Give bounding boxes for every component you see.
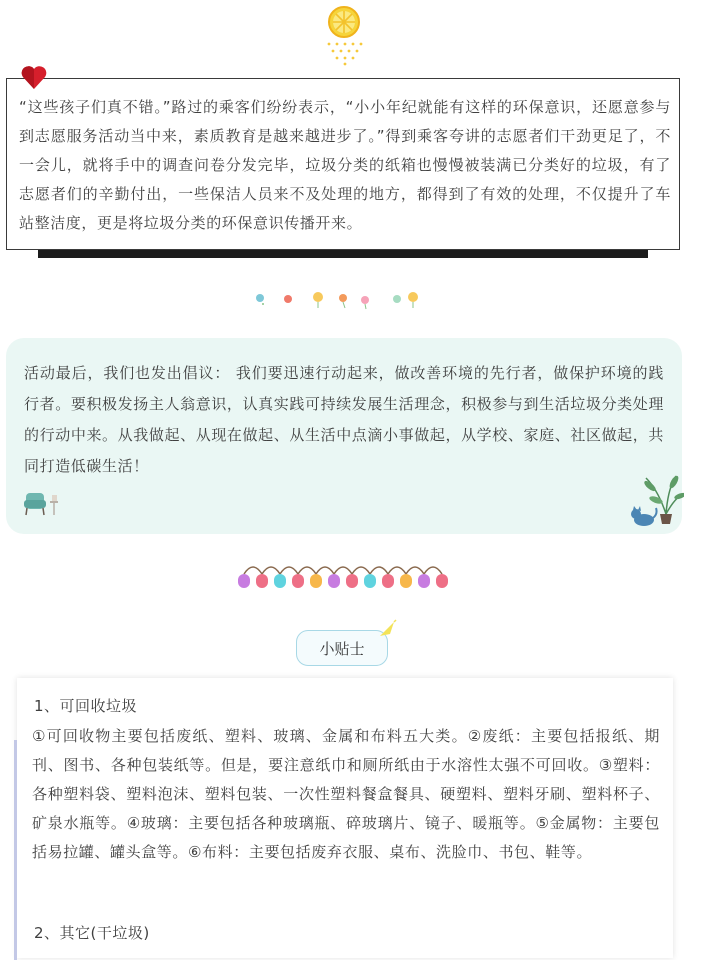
section-recyclable-text: ①可回收物主要包括废纸、塑料、玻璃、金属和布料五大类。②废纸：主要包括报纸、期刊、图书、各种包装纸等。但是，要注意纸巾和厕所纸由于水溶性太强不可回收。③塑料：各种塑料袋、塑料泡沫、塑料包装、一次性塑料餐盒餐具、硬塑料、塑料牙刷、塑料杯子、矿泉水瓶等。④玻璃：主要包括各种玻璃瓶、碎玻璃片、镜子、暖瓶等。⑤金属物：主要包括易拉罐、罐头盒等。⑥布料：主要包括废弃衣服、桌布、洗脸巾、书包、鞋等。: [32, 727, 660, 861]
lemon-icon: [321, 4, 367, 66]
tips-panel-accent-bar: [14, 740, 17, 960]
initiative-paragraph: 活动最后，我们也发出倡议： 我们要迅速行动起来，做改善环境的先行者，做保护环境的践行者。要积极发扬主人翁意识，认真实践可持续发展生活理念，积极参与到生活垃圾分类处理的行动中来。从我做起、从现在做起、从生活中点滴小事做起，从学校、家庭、社区做起，共同打造低碳生活！: [24, 364, 664, 475]
lanterns-divider: [232, 560, 452, 594]
quote-paragraph: “这些孩子们真不错。”路过的乘客们纷纷表示，“小小年纪就能有这样的环保意识，还愿意参与到志愿服务活动当中来，素质教育是越来越进步了。”得到乘客夸讲的志愿者们干劲更足了，不一会儿，就将手中的调查问卷分发完毕，垃圾分类的纸箱也慢慢被装满已分类好的垃圾，有了志愿者们的辛勤付出，一些保洁人员来不及处理的地方，都得到了有效的处理，不仅提升了车站整洁度，更是将垃圾分类的环保意识传播开来。: [19, 98, 671, 232]
tips-title: 小贴士: [296, 630, 388, 666]
flowers-divider: [250, 288, 430, 312]
quote-box: [6, 78, 680, 250]
initiative-box: [6, 338, 682, 534]
star-icon: [376, 618, 398, 640]
heart-icon: [20, 63, 48, 91]
plant-cat-icon: [628, 470, 684, 528]
section-other-title: 2、其它(干垃圾): [34, 924, 150, 942]
quote-box-shadow: [38, 250, 648, 258]
section-recyclable-title: 1、可回收垃圾: [34, 697, 138, 715]
armchair-icon: [22, 487, 62, 519]
